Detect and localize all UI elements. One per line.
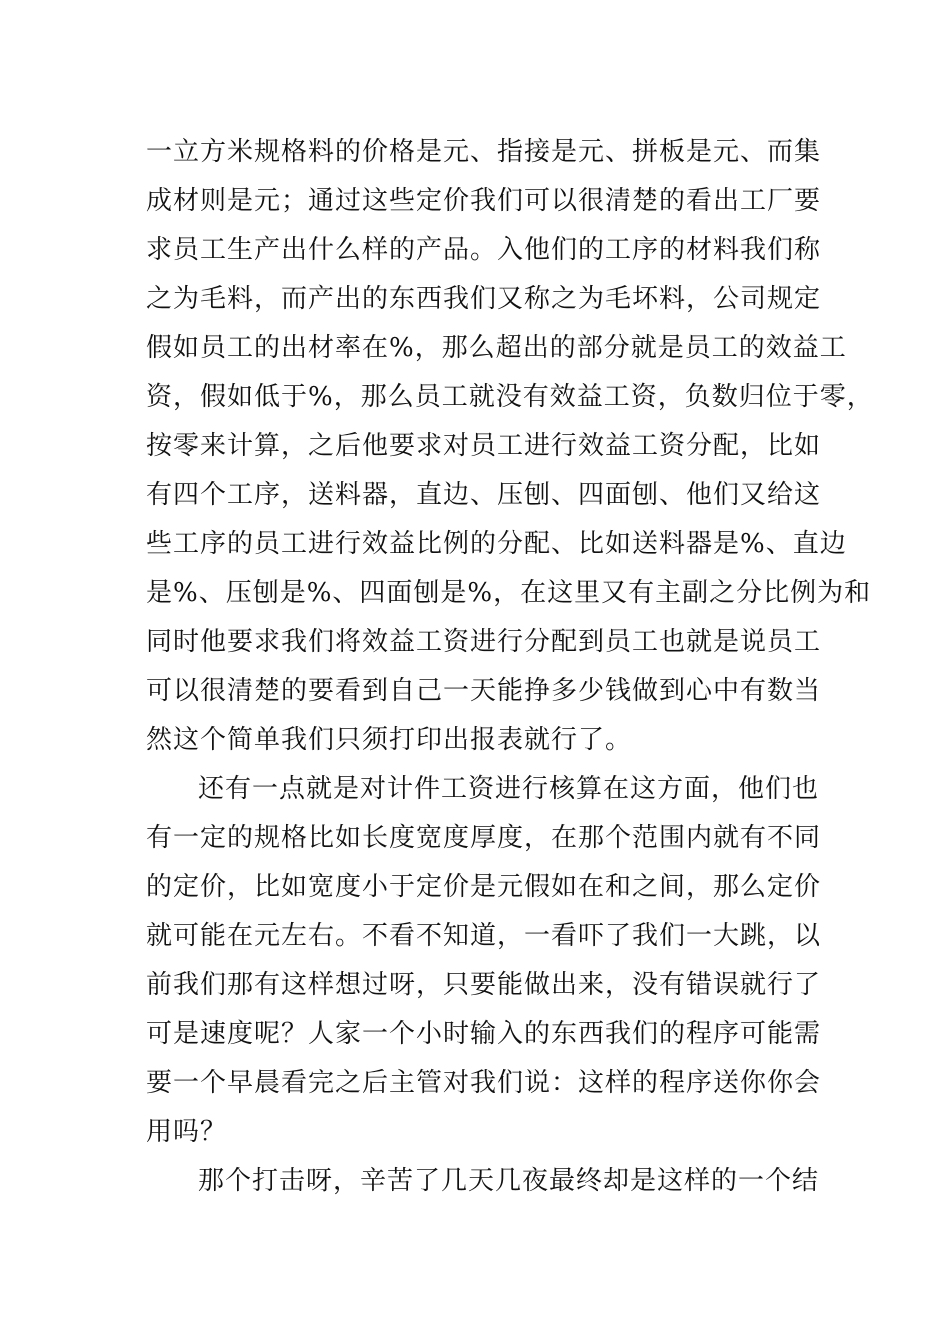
paragraph-2-line-3: 的定价，比如宽度小于定价是元假如在和之间，那么定价 — [146, 872, 822, 902]
paragraph-2-line-8: 用吗？ — [146, 1117, 228, 1147]
paragraph-1-line-8: 有四个工序，送料器，直边、压刨、四面刨、他们又给这 — [146, 480, 822, 510]
paragraph-1-line-13: 然这个简单我们只须打印出报表就行了。 — [146, 725, 633, 755]
paragraph-2-line-6: 可是速度呢？人家一个小时输入的东西我们的程序可能需 — [146, 1019, 822, 1049]
paragraph-2-line-2: 有一定的规格比如长度宽度厚度，在那个范围内就有不同 — [146, 823, 822, 853]
paragraph-1-line-3: 求员工生产出什么样的产品。入他们的工序的材料我们称 — [146, 235, 822, 265]
paragraph-1-line-10: 是%、压刨是%、四面刨是%，在这里又有主副之分比例为和 — [146, 578, 872, 608]
paragraph-1-line-6: 资，假如低于%，那么员工就没有效益工资，负数归位于零， — [146, 382, 874, 412]
paragraph-1-line-4: 之为毛料，而产出的东西我们又称之为毛坏料，公司规定 — [146, 284, 822, 314]
paragraph-1-line-5: 假如员工的出材率在%，那么超出的部分就是员工的效益工 — [146, 333, 847, 363]
paragraph-2-line-4: 就可能在元左右。不看不知道，一看吓了我们一大跳，以 — [146, 921, 822, 951]
paragraph-2-line-7: 要一个早晨看完之后主管对我们说：这样的程序送你你会 — [146, 1068, 822, 1098]
paragraph-2-line-5: 前我们那有这样想过呀，只要能做出来，没有错误就行了 — [146, 970, 822, 1000]
paragraph-1-line-11: 同时他要求我们将效益工资进行分配到员工也就是说员工 — [146, 627, 822, 657]
paragraph-1-line-9: 些工序的员工进行效益比例的分配、比如送料器是%、直边 — [146, 529, 847, 559]
document-body — [146, 128, 874, 1206]
paragraph-1-line-1: 一立方米规格料的价格是元、指接是元、拼板是元、而集 — [146, 137, 822, 167]
paragraph-3-line-1: 那个打击呀，辛苦了几天几夜最终却是这样的一个结 — [198, 1166, 820, 1196]
paragraph-1-line-2: 成材则是元；通过这些定价我们可以很清楚的看出工厂要 — [146, 186, 822, 216]
paragraph-2-line-1: 还有一点就是对计件工资进行核算在这方面，他们也 — [198, 774, 820, 804]
paragraph-1-line-7: 按零来计算，之后他要求对员工进行效益工资分配，比如 — [146, 431, 822, 461]
paragraph-1-line-12: 可以很清楚的要看到自己一天能挣多少钱做到心中有数当 — [146, 676, 822, 706]
